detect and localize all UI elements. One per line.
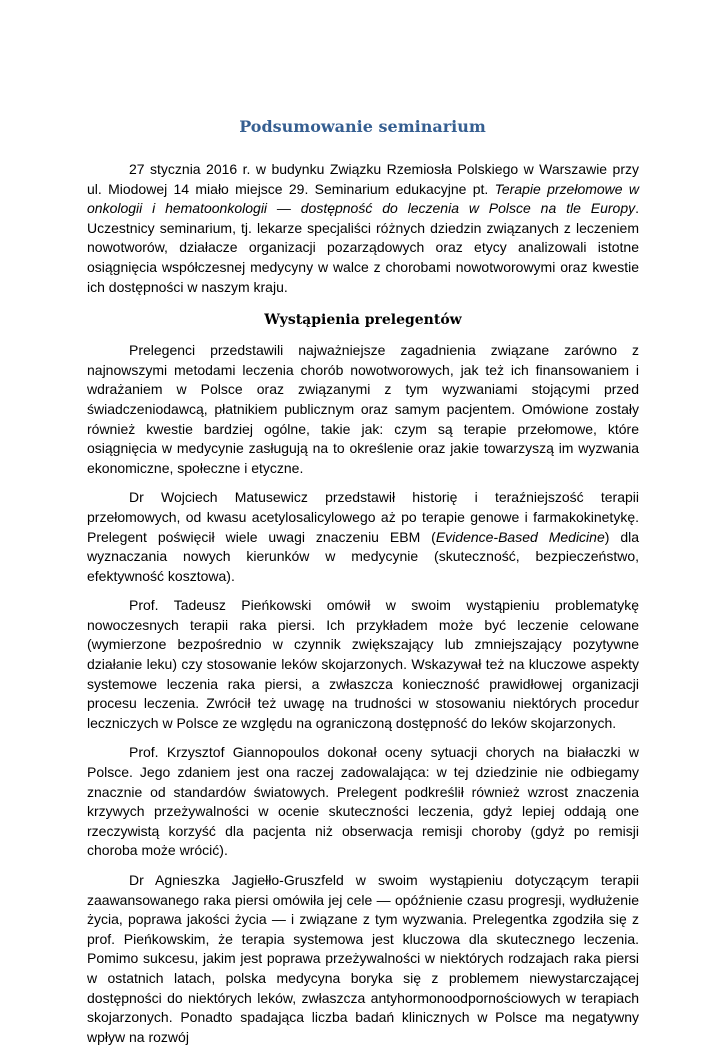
document-title: Podsumowanie seminarium [239,117,486,136]
seminar-title-italic: Terapie przełomowe w onkologii i hematoonkologii — dostępność do leczenia w Polsce na tle Europy [87,180,639,217]
intro-paragraph [87,160,639,297]
intro-text-1: 27 stycznia 2016 r. w budynku Związku Rzemiosła Polskiego w Warszawie przy ul. Miodowej 14 miało miejsce 29. Seminarium edukacyjne pt. [87,161,639,197]
matusewicz-text-2: ) dla wyznaczania nowych kierunków w medycynie (skuteczność, bezpieczeństwo, efektywność kosztowa). [87,528,640,584]
ebm-italic: Evidence-Based Medicine [435,528,605,545]
paragraph-giannopoulos: Prof. Krzysztof Giannopoulos dokonał oceny sytuacji chorych na białaczki w Polsce. Jego zdaniem jest ona raczej zadowalająca: w tej dziedzinie nie odbiegamy znacznie od standardów światowych. Prelegent podkreślił również wzrost znaczenia krzywych przeżywalności w ocenie skuteczności leczenia, gdyż lepiej oddają one rzeczywistą korzyść dla pacjenta niż obserwacja remisji choroby (gdyż po remisji choroba może wrócić). [87,744,639,859]
paragraph-speakers-overview: Prelegenci przedstawili najważniejsze zagadnienia związane zarówno z najnowszymi metodami leczenia chorób nowotworowych, jak też ich finansowaniem i wdrażaniem w Polsce oraz związanymi z tym wyzwaniami stojącymi przed świadczeniodawcą, płatnikiem publicznym oraz samym pacjentem. Omówione zostały również kwestie bardziej ogólne, takie jak: czym są terapie przełomowe, które osiągnięcia w medycynie zasługują na to określenie oraz jakie towarzyszą im wyzwania ekonomiczne, społeczne i etyczne. [87,342,639,476]
paragraph-pienkowski: Prof. Tadeusz Pieńkowski omówił w swoim wystąpieniu problematykę nowoczesnych terapii raka piersi. Ich przykładem może być leczenie celowane (wymierzone bezpośrednio w czynnik zwiększający lub zmniejszający pozytywne działanie leku) czy stosowanie leków skojarzonych. Wskazywał też na kluczowe aspekty systemowe leczenia raka piersi, a zwłaszcza konieczność prawidłowej organizacji procesu leczenia. Zwrócił też uwagę na trudności w stosowaniu niektórych procedur leczniczych w Polsce ze względu na ograniczoną dostępność do leków skojarzonych. [87,597,639,731]
section-heading: Wystąpienia prelegentów [264,312,462,329]
intro-text-2: . Uczestnicy seminarium, tj. lekarze specjaliści różnych dziedzin związanych z leczeniem nowotworów, działacze organizacji pozarządowych oraz etycy analizowali istotne osiągnięcia współczesnej medycyny w walce z chorobami nowotworowymi oraz kwestie ich dostępności w naszym kraju. [87,200,639,295]
paragraph-jagiello-gruszfeld: Dr Agnieszka Jagiełło-Gruszfeld w swoim wystąpieniu dotyczącym terapii zaawansowanego raka piersi omówiła jej cele — opóźnienie czasu progresji, wydłużenie życia, poprawa jakości życia — i związane z tym wyzwania. Prelegentka zgodziła się z prof. Pieńkowskim, że terapia systemowa jest kluczowa dla skutecznego leczenia. Pomimo sukcesu, jakim jest poprawa przeżywalności w niektórych rodzajach raka piersi w ostatnich latach, polska medycyna boryka się z problemem niewystarczającej dostępności do niektórych leków, zwłaszcza antyhormonoodpornościowych w terapiach skojarzonych. Ponadto spadająca liczba badań klinicznych w Polsce ma negatywny wpływ na rozwój [87,872,639,1045]
paragraph-matusewicz [87,488,639,586]
matusewicz-text-1: Dr Wojciech Matusewicz przedstawił historię i teraźniejszość terapii przełomowych, od kwasu acetylosalicylowego aż po terapie genowe i farmakokinetykę. Prelegent poświęcił wiele uwagi znaczeniu EBM ( [87,489,639,545]
document-body [87,160,639,1047]
